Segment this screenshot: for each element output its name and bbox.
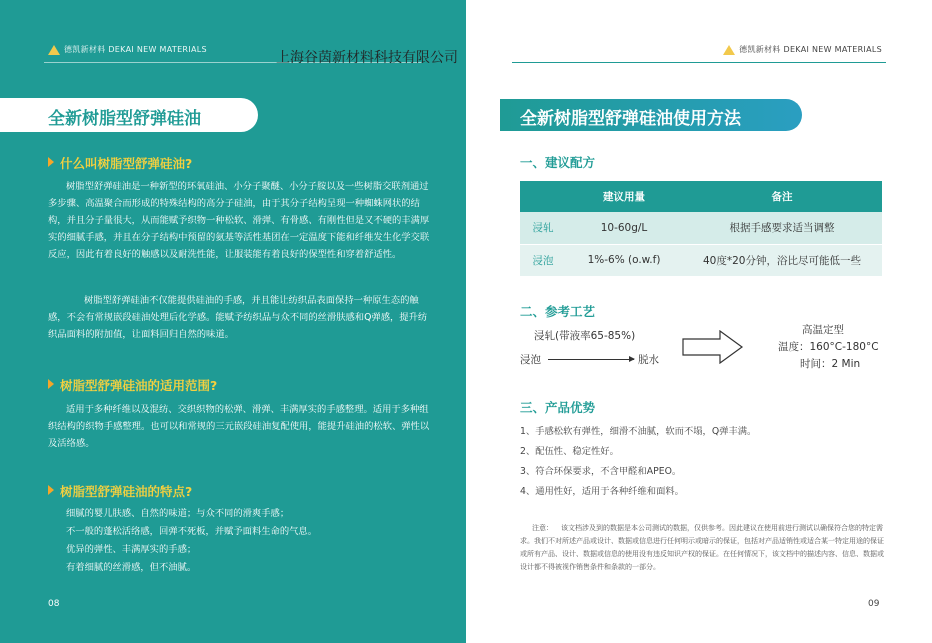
left-title-banner	[0, 98, 258, 132]
paragraph-benefits: 树脂型舒弹硅油不仅能提供硅油的手感，并且能让纺织品表面保持一种原生态的触感，不会有常规嵌段硅油处理后化学感。能赋予纺织品与众不同的丝滑肤感和Q弹感，提升纺织品面料的附加值，让面料回归自然的味道。	[48, 295, 428, 340]
list-item: 2、配伍性、稳定性好。	[520, 446, 619, 457]
right-page-title: 全新树脂型舒弹硅油使用方法	[520, 109, 741, 129]
table-cell: 1%-6% (o.w.f)	[566, 244, 682, 276]
table-cell: 40度*20分钟，浴比尽可能低一些	[682, 244, 882, 276]
section-heading-advantages: 三、产品优势	[520, 400, 596, 415]
table-cell: 根据手感要求适当调整	[682, 212, 882, 244]
paragraph-definition: 树脂型舒弹硅油是一种新型的环氧硅油、小分子聚醚、小分子胺以及一些树脂交联剂通过多步骤、高温聚合而形成的特殊结构的高分子硅油，由于其分子结构呈现一种蜘蛛网状的结构，并且分子量很大，从而能赋予织物一种松软、滑弹、有骨感、有刚性但是又不硬的丰满厚实的细腻手感，并且在分子结构中预留的氨基等活性基团在一定温度下能和纤维发生化学交联反应，因此有着良好的触感以及耐洗性能，让服装能有着良好的保型性和穿着舒适性。	[48, 181, 430, 260]
table-cell: 浸泡	[520, 244, 566, 276]
setting-temperature: 温度：160°C-180°C	[778, 341, 879, 353]
triangle-bullet-icon	[48, 157, 54, 167]
feature-item: 细腻的婴儿肤感、自然的味道；与众不同的滑爽手感；	[66, 508, 290, 519]
company-name-overlay: 上海谷茵新材料科技有限公司	[276, 50, 458, 66]
advantages-list	[520, 422, 756, 502]
table-header-cell: 备注	[682, 181, 882, 212]
list-item: 4、通用性好，适用于各种纤维和面料。	[520, 486, 684, 497]
table-row	[520, 244, 882, 276]
process-arrow-icon	[548, 359, 634, 360]
feature-item: 不一般的蓬松活络感，回弹不死板，并赋予面料生命的气息。	[66, 526, 318, 537]
logo-triangle-icon	[48, 45, 60, 55]
features-list	[66, 505, 317, 577]
setting-time: 时间：2 Min	[800, 358, 861, 370]
left-page-title: 全新树脂型舒弹硅油	[48, 109, 201, 129]
section-heading-features: 树脂型舒弹硅油的特点?	[48, 482, 192, 500]
process-dewater-label: 脱水	[638, 354, 659, 366]
paragraph-scope: 适用于多种纤维以及混纺、交织织物的松弹、滑弹、丰满厚实的手感整理。适用于多种组织结构的织物手感整理。也可以和常规的三元嵌段硅油复配使用，能提升硅油的松软、弹性以及活络感。	[48, 404, 430, 449]
process-padding-label: 浸轧(带液率65-85%)	[534, 330, 636, 342]
right-title-banner	[500, 99, 802, 131]
list-item: 1、手感松软有弹性，细滑不油腻，软而不塌，Q弹丰满。	[520, 426, 757, 437]
note-text: 该文档涉及到的数据是本公司测试的数据，仅供参考。因此建议在使用前进行测试以确保符合您的特定需求。我们不对所述产品或设计、数据或信息进行任何明示或暗示的保证，包括对产品适销性或适合某一特定用途的保证或所有产品、设计、数据或信息的使用没有违反知识产权的保证。在任何情况下，该文档中的描述内容、信息、数据或设计都不得被视作销售条件和条款的一部分。	[520, 524, 884, 571]
block-arrow-icon	[682, 330, 744, 364]
triangle-bullet-icon	[48, 485, 54, 495]
table-header-cell: 建议用量	[566, 181, 682, 212]
table-header-row	[520, 181, 882, 212]
section-heading-formula: 一、建议配方	[520, 155, 596, 170]
process-soak-label: 浸泡	[520, 354, 541, 366]
table-row	[520, 212, 882, 244]
page-number-left: 08	[48, 599, 60, 609]
setting-title: 高温定型	[802, 324, 844, 336]
section-heading-what: 什么叫树脂型舒弹硅油?	[48, 154, 192, 172]
header-rule-right	[512, 62, 886, 63]
logo-text-left: 德凯新材料 DEKAI NEW MATERIALS	[64, 45, 207, 54]
logo-triangle-icon	[723, 45, 735, 55]
right-page	[466, 0, 932, 643]
triangle-bullet-icon	[48, 379, 54, 389]
table-cell: 浸轧	[520, 212, 566, 244]
logo-text-right: 德凯新材料 DEKAI NEW MATERIALS	[739, 45, 882, 54]
brand-logo-right	[723, 44, 882, 55]
section-heading-process: 二、参考工艺	[520, 304, 596, 319]
brand-logo-left	[48, 44, 207, 55]
formula-table	[520, 181, 882, 277]
feature-item: 有着细腻的丝滑感，但不油腻。	[66, 562, 197, 573]
table-header-cell	[520, 181, 566, 212]
feature-item: 优异的弹性、丰满厚实的手感；	[66, 544, 197, 555]
note-label: 注意：	[532, 524, 553, 532]
table-cell: 10-60g/L	[566, 212, 682, 244]
list-item: 3、符合环保要求，不含甲醛和APEO。	[520, 466, 682, 477]
page-number-right: 09	[868, 599, 880, 609]
disclaimer-note	[520, 522, 886, 574]
section-heading-scope: 树脂型舒弹硅油的适用范围?	[48, 376, 217, 394]
